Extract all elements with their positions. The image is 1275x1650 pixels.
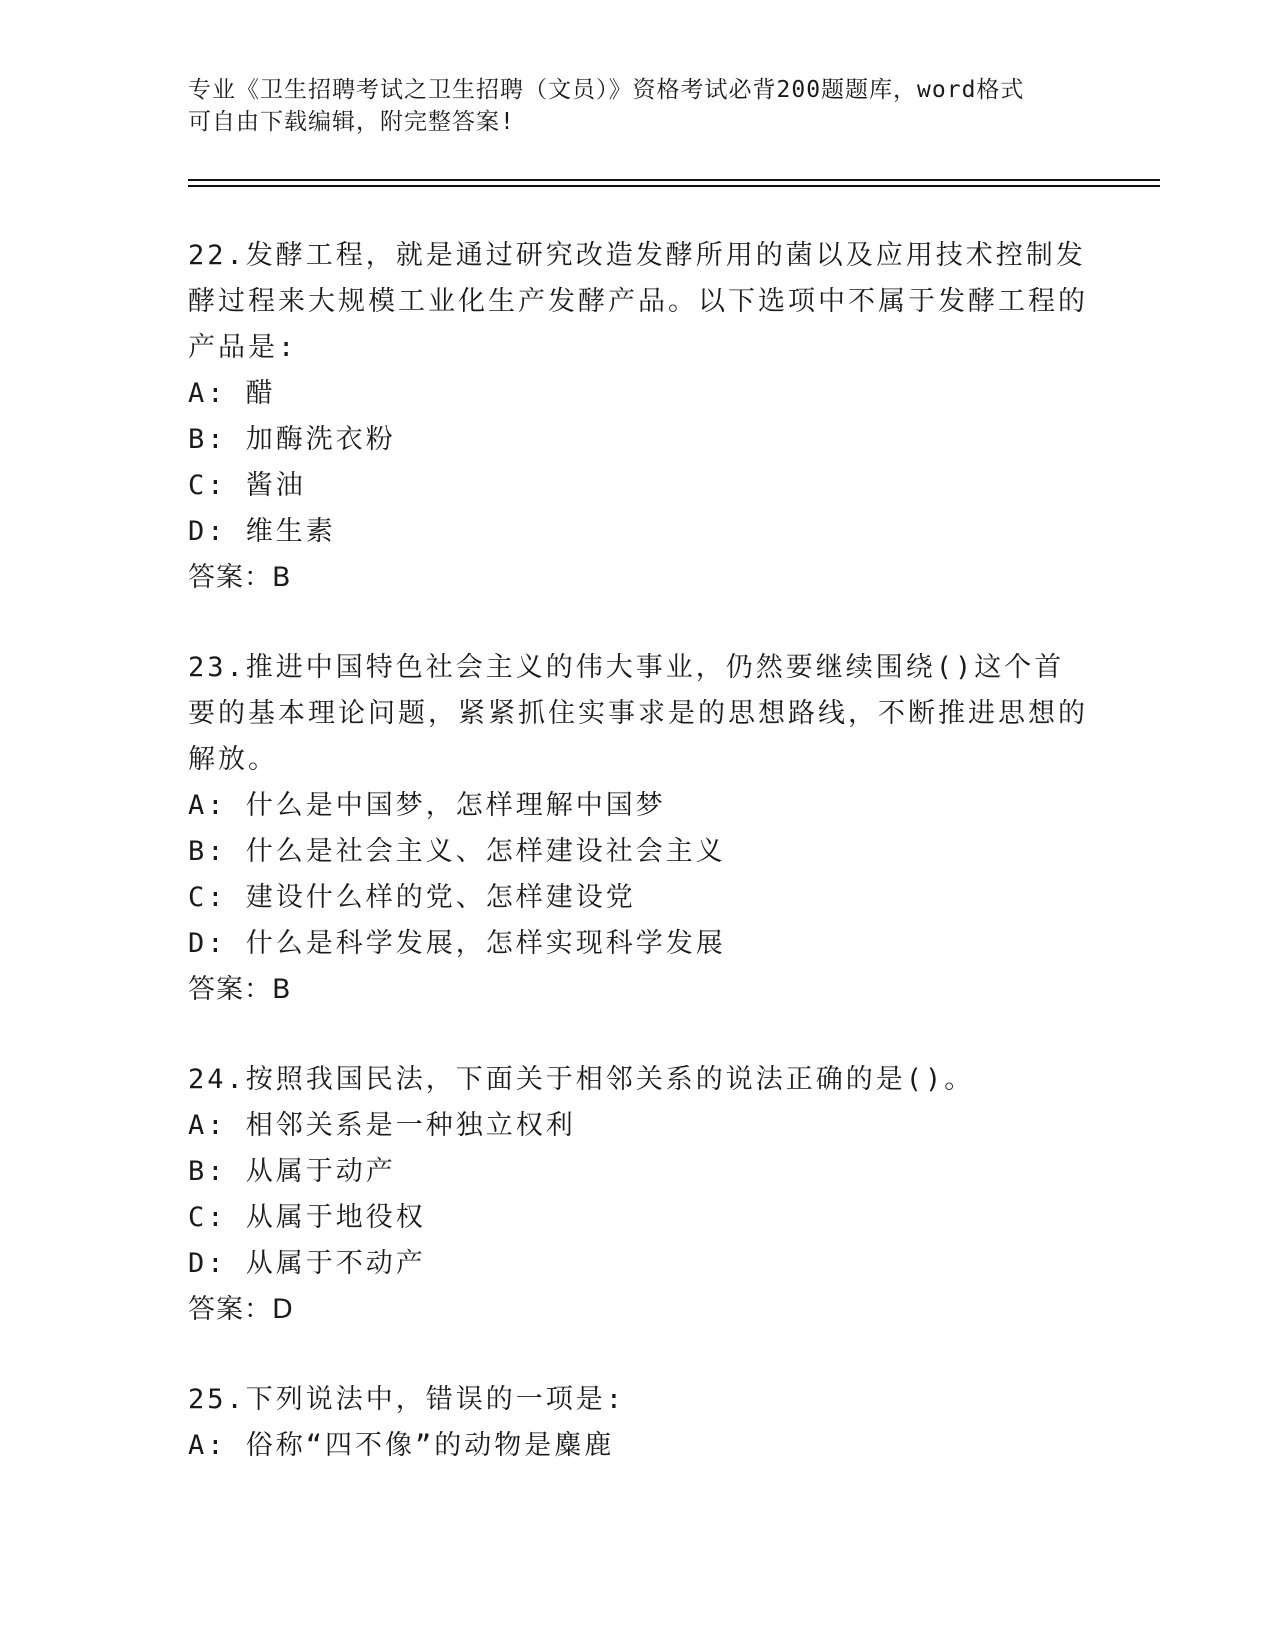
document-header <box>188 74 1068 138</box>
option-c: C: 酱油 <box>188 470 306 501</box>
option-d: D: 维生素 <box>188 516 336 547</box>
option-b: B: 什么是社会主义、怎样建设社会主义 <box>188 836 726 867</box>
question-stem: 25.下列说法中，错误的一项是: <box>188 1384 626 1415</box>
option-c: C: 建设什么样的党、怎样建设党 <box>188 882 636 913</box>
option-b: B: 从属于动产 <box>188 1156 396 1187</box>
question-stem: 24.按照我国民法，下面关于相邻关系的说法正确的是()。 <box>188 1064 975 1095</box>
question-stem: 22.发酵工程，就是通过研究改造发酵所用的菌以及应用技术控制发酵过程来大规模工业化生产发酵产品。以下选项中不属于发酵工程的产品是: <box>188 240 1088 363</box>
option-a: A: 相邻关系是一种独立权利 <box>188 1110 576 1141</box>
option-a: A: 俗称“四不像”的动物是麋鹿 <box>188 1430 615 1461</box>
option-d: D: 什么是科学发展，怎样实现科学发展 <box>188 928 726 959</box>
option-a: A: 醋 <box>188 378 276 409</box>
option-a: A: 什么是中国梦，怎样理解中国梦 <box>188 790 666 821</box>
header-line-2: 可自由下载编辑，附完整答案! <box>188 109 515 135</box>
question-stem: 23.推进中国特色社会主义的伟大事业，仍然要继续围绕()这个首要的基本理论问题，紧紧抓住实事求是的思想路线，不断推进思想的解放。 <box>188 652 1088 775</box>
header-line-1: 专业《卫生招聘考试之卫生招聘（文员）》资格考试必背200题题库，word格式 <box>188 77 1025 103</box>
question-23 <box>188 645 1088 1013</box>
answer: 答案：D <box>188 1294 294 1325</box>
header-divider-bottom <box>188 185 1160 187</box>
question-25 <box>188 1377 1088 1469</box>
question-24 <box>188 1057 1088 1333</box>
option-d: D: 从属于不动产 <box>188 1248 426 1279</box>
answer: 答案：B <box>188 974 292 1005</box>
answer: 答案：B <box>188 562 292 593</box>
header-divider-top <box>188 179 1160 181</box>
option-b: B: 加酶洗衣粉 <box>188 424 396 455</box>
option-c: C: 从属于地役权 <box>188 1202 426 1233</box>
question-22 <box>188 233 1088 601</box>
